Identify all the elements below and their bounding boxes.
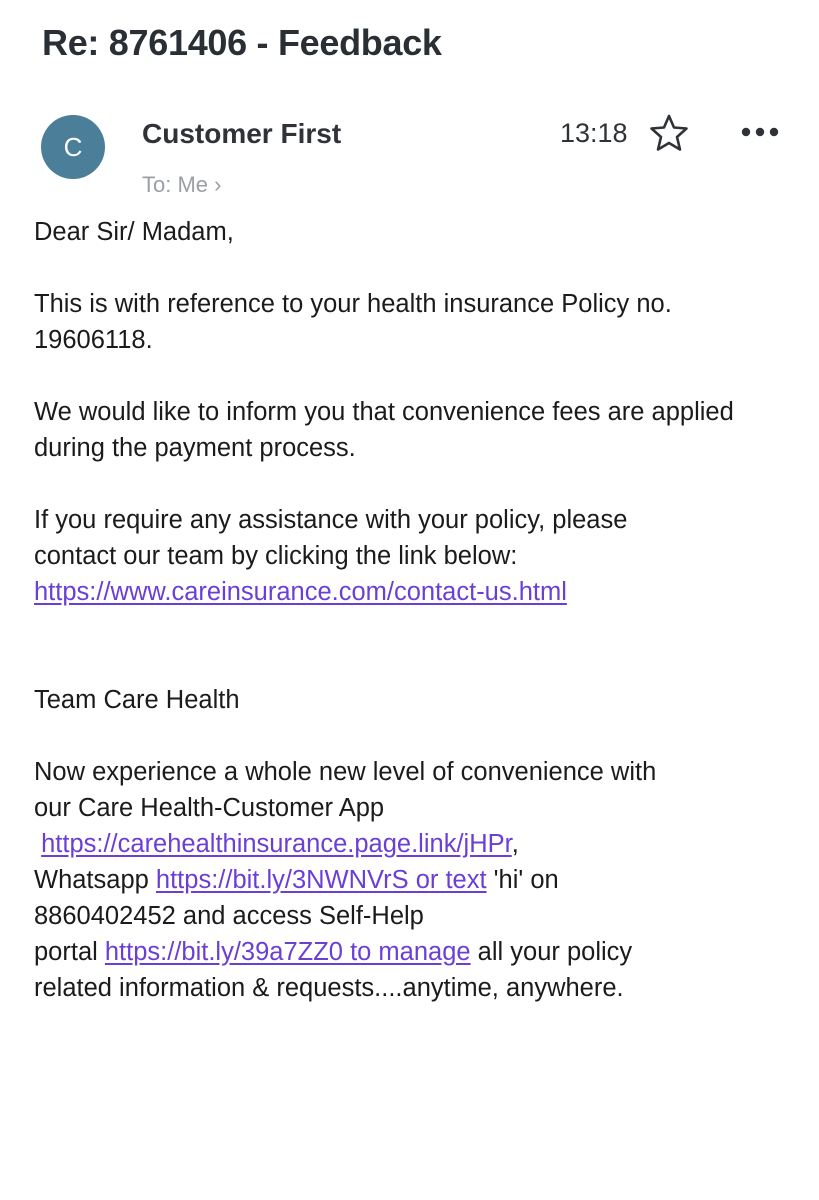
assistance-paragraph: [34, 502, 794, 610]
greeting: Dear Sir/ Madam,: [34, 218, 234, 246]
promo-line-2: our Care Health-Customer App: [34, 794, 385, 822]
contact-us-link[interactable]: https://www.careinsurance.com/contact-us.html: [34, 578, 567, 606]
sender-avatar[interactable]: [41, 115, 105, 179]
policy-line-2: 19606118.: [34, 326, 153, 354]
final-line: related information & requests....anytime, anywhere.: [34, 974, 624, 1002]
email-body: [34, 214, 794, 1042]
portal-suffix: all your policy: [470, 938, 633, 966]
assistance-line-1: If you require any assistance with your policy, please: [34, 506, 628, 534]
app-link-suffix: ,: [511, 830, 519, 858]
policy-line-1: This is with reference to your health insurance Policy no.: [34, 290, 672, 318]
whatsapp-prefix: Whatsapp: [34, 866, 156, 894]
avatar-initial: C: [63, 131, 83, 162]
star-outline-icon: [648, 112, 690, 154]
recipient-details-toggle[interactable]: [142, 172, 282, 197]
whatsapp-link[interactable]: https://bit.ly/3NWNVrS or text: [155, 866, 487, 894]
phone-line: 8860402452 and access Self-Help: [34, 902, 424, 930]
email-subject: Re: 8761406 - Feedback: [42, 22, 442, 63]
signoff: Team Care Health: [34, 686, 240, 714]
email-time: 13:18: [560, 118, 628, 148]
whatsapp-suffix: 'hi' on: [486, 866, 559, 894]
policy-paragraph: [34, 286, 794, 358]
recipient-label: To: Me ›: [142, 172, 222, 197]
self-help-portal-link[interactable]: https://bit.ly/39a7ZZ0 to manage: [104, 938, 471, 966]
sender-name[interactable]: Customer First: [142, 118, 342, 149]
more-options-button[interactable]: [740, 122, 780, 142]
portal-prefix: portal: [34, 938, 105, 966]
promo-line-1: Now experience a whole new level of convenience with: [34, 758, 657, 786]
assistance-line-2: contact our team by clicking the link below:: [34, 542, 518, 570]
more-horizontal-icon: [740, 122, 780, 142]
star-button[interactable]: [648, 112, 690, 154]
app-link[interactable]: https://carehealthinsurance.page.link/jHPr: [41, 830, 512, 858]
email-header: [0, 110, 819, 197]
promo-paragraph: [34, 754, 794, 1006]
fees-paragraph: We would like to inform you that convenience fees are applied during the payment process.: [34, 398, 734, 462]
